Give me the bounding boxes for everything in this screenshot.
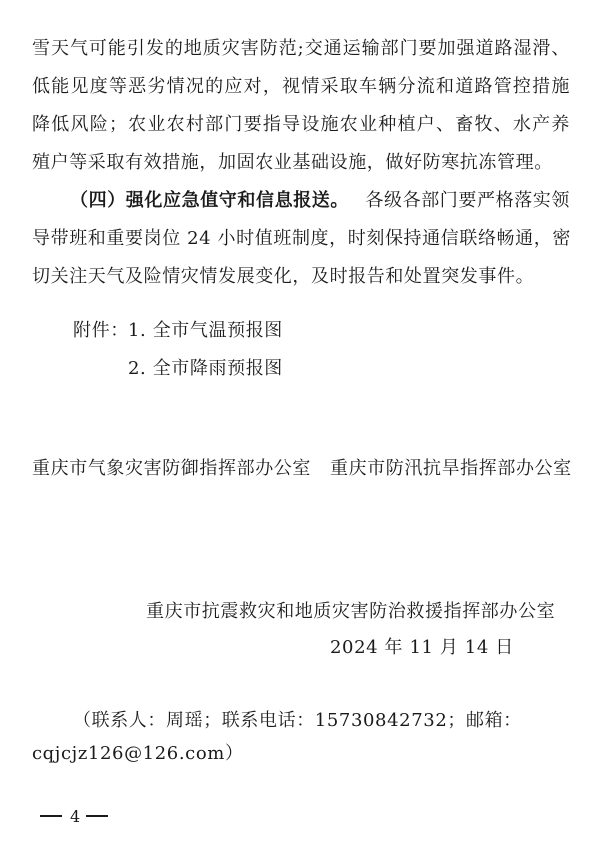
page-number-dash-right bbox=[86, 815, 108, 817]
paragraph-line: 导带班和重要岗位 24 小时值班制度，时刻保持通信联络畅通，密 bbox=[32, 228, 571, 249]
page-number-dash-left bbox=[40, 815, 62, 817]
document-date: 2024 年 11 月 14 日 bbox=[330, 637, 514, 658]
paragraph-line: 殖户等采取有效措施，加固农业基础设施，做好防寒抗冻管理。 bbox=[32, 152, 553, 173]
section-heading: （四）强化应急值守和信息报送。 bbox=[70, 190, 349, 211]
paragraph-line: 切关注天气及险情灾情发展变化，及时报告和处置突发事件。 bbox=[32, 266, 535, 287]
paragraph-line: 雪天气可能引发的地质灾害防范;交通运输部门要加强道路湿滑、 bbox=[32, 38, 570, 59]
page-number: 4 bbox=[70, 807, 81, 826]
attachment-item: 1. 全市气温预报图 bbox=[128, 320, 283, 341]
contact-line: （联系人：周瑶；联系电话：15730842732；邮箱： bbox=[73, 710, 522, 731]
issuer-line: 重庆市气象灾害防御指挥部办公室 重庆市防汛抗旱指挥部办公室 bbox=[32, 458, 572, 479]
contact-line: cqjcjz126@126.com） bbox=[32, 743, 244, 764]
paragraph-line: 降低风险；农业农村部门要指导设施农业种植户、畜牧、水产养 bbox=[32, 114, 570, 135]
paragraph-line: 低能见度等恶劣情况的应对，视情采取车辆分流和道路管控措施 bbox=[32, 76, 570, 97]
attachment-item: 2. 全市降雨预报图 bbox=[128, 358, 283, 379]
paragraph-line bbox=[70, 189, 570, 213]
issuer-line: 重庆市抗震救灾和地质灾害防治救援指挥部办公室 bbox=[146, 601, 556, 622]
paragraph-text: 各级各部门要严格落实领 bbox=[365, 190, 570, 211]
attachments-label: 附件： bbox=[73, 320, 129, 341]
